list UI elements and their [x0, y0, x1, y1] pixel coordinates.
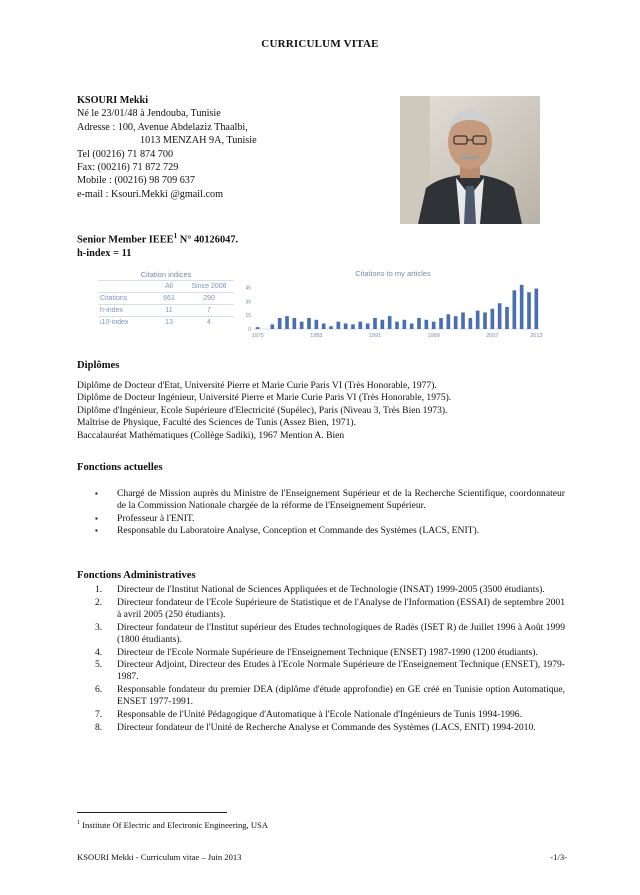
chart-bar-1997: [417, 318, 421, 329]
ieee-membership: [77, 229, 238, 247]
chart-bar-2003: [461, 312, 465, 329]
chart-bar-2002: [454, 316, 458, 329]
person-name: KSOURI Mekki: [77, 95, 149, 106]
ieee-number: N° 40126047.: [177, 234, 239, 246]
row-all: 661: [163, 295, 175, 302]
chart-title: Citations to my articles: [355, 269, 431, 278]
citations-bar-chart: [240, 269, 546, 343]
citation-table-header: [98, 280, 234, 292]
identity-block: [77, 94, 257, 201]
list-item: [95, 622, 565, 646]
chart-bar-1983: [315, 320, 319, 329]
row-all: 11: [165, 307, 173, 314]
fax: Fax: (00216) 71 872 729: [77, 162, 179, 174]
x-tick-label: 1975: [251, 333, 264, 339]
row-all: 13: [165, 319, 173, 326]
item-text: Directeur fondateur de l'Institut supérieur des Etudes technologiques de Radès (ISET R) de Juillet 1996 à Août 1999 (1800 étudiants).: [117, 621, 565, 645]
item-text: Directeur fondateur de l'Ecole Supérieure de Statistique et de l'Analyse de l'Information (ESSAI) de septembre 2001 à avril 2005 (250 étudiants).: [117, 596, 565, 620]
item-number: 6.: [95, 684, 103, 696]
item-number: 8.: [95, 721, 103, 733]
footnote-ref: 1: [173, 232, 178, 240]
item-text: Responsable de l'Unité Pédagogique d'Automatique à l'Ecole Nationale d'Ingénieurs de Tunis 1994-1996.: [117, 709, 522, 721]
list-item: Diplôme d'Ingénieur, Ecole Supérieure d'Electricité (Supélec), Paris (Niveau 3, Très Bien 1973).: [77, 404, 448, 416]
footnote-text: Institute Of Electric and Electronic Engineering, USA: [80, 820, 269, 830]
citation-indices-table: [98, 269, 234, 328]
item-text: Directeur Adjoint, Directeur des Etudes à l'Ecole Normale Supérieure de l'Enseignement Technique (ENSET), 1979-1987.: [117, 659, 565, 683]
chart-bar-1980: [293, 318, 297, 329]
list-item: Baccalauréat Mathématiques (Collège Sadiki), 1967 Mention A. Bien: [77, 429, 345, 441]
item-number: 4.: [95, 646, 103, 658]
chart-bar-2009: [505, 307, 509, 329]
list-item: Diplôme de Docteur d'Etat, Université Pierre et Marie Curie Paris VI (Très Honorable, 1977).: [77, 380, 437, 391]
y-tick-label: 45: [245, 285, 251, 292]
citation-widget: [98, 269, 546, 343]
item-number: 3.: [95, 621, 103, 633]
portrait-photo: [400, 96, 540, 224]
footer-left: KSOURI Mekki - Curriculum vitae – Juin 2013: [77, 852, 242, 862]
current-functions-list: [95, 488, 565, 538]
table-row: [98, 304, 234, 316]
address-line-1: Adresse : 100, Avenue Abdelaziz Thaalbi,: [77, 121, 248, 133]
chart-bar-2008: [498, 303, 502, 329]
chart-bar-1999: [432, 322, 436, 329]
row-label: Citations: [100, 295, 128, 302]
chart-bar-2000: [439, 318, 443, 329]
table-row: [98, 316, 234, 328]
citation-table-title: Citation indices: [140, 270, 192, 279]
chart-bar-2006: [483, 312, 487, 329]
list-item: [95, 647, 565, 659]
ieee-label: Senior Member IEEE: [77, 234, 174, 246]
chart-bar-1979: [285, 316, 289, 329]
chart-bar-1984: [322, 323, 326, 329]
chart-bar-1981: [300, 322, 304, 329]
chart-bar-2005: [476, 311, 480, 329]
item-text: Directeur de l'Institut National de Sciences Appliquées et de Technologie (INSAT) 1999-2005 (3500 étudiants).: [117, 584, 545, 595]
h-index: h-index = 11: [77, 248, 132, 260]
chart-bar-2013: [535, 289, 539, 329]
document-title: CURRICULUM VITAE: [261, 38, 379, 50]
col-all: All: [165, 283, 173, 290]
page-number: -1/3-: [550, 852, 567, 862]
list-item: Maîtrise de Physique, Faculté des Sciences de Tunis (Assez Bien, 1971).: [77, 417, 356, 429]
x-tick-label: 2013: [530, 333, 543, 339]
item-number: 5.: [95, 659, 103, 671]
portrait-illustration: [400, 96, 540, 224]
address-line-2: 1013 MENZAH 9A, Tunisie: [140, 135, 257, 147]
chart-bar-1982: [307, 318, 311, 329]
list-item: ▪ Chargé de Mission auprès du Ministre de l'Enseignement Supérieur et de la Recherche Scientifique, coordonnateur de la Commission Nationale chargée de la réforme de l'Enseignement Supérieur.: [95, 488, 565, 513]
row-label: i10-index: [100, 319, 129, 326]
footnote-divider: [77, 812, 227, 813]
footnote-mark: 1: [77, 820, 80, 827]
list-item: [95, 684, 565, 708]
page-footer: [77, 852, 567, 862]
list-item: [95, 584, 565, 596]
chart-bar-1986: [337, 322, 341, 329]
telephone: Tel (00216) 71 874 700: [77, 148, 174, 160]
diplomas-heading: Diplômes: [77, 360, 120, 371]
chart-bar-1991: [373, 318, 377, 329]
chart-bar-1977: [271, 324, 275, 329]
chart-bar-1992: [381, 320, 385, 329]
x-tick-label: 2007: [486, 333, 499, 339]
y-tick-label: 15: [245, 313, 251, 320]
item-text: Directeur fondateur de l'Unité de Recherche Analyse et Commande des Systèmes (LACS, ENIT) 1994-2010.: [117, 721, 536, 733]
x-tick-label: 1991: [368, 333, 382, 339]
chart-bar-2004: [469, 318, 473, 329]
row-since: 4: [207, 319, 211, 326]
row-since: 290: [203, 295, 215, 302]
chart-bar-1994: [395, 322, 399, 329]
mobile: Mobile : (00216) 98 709 637: [77, 175, 195, 187]
chart-bar-2012: [527, 292, 531, 329]
footnote: [77, 820, 268, 830]
chart-bar-1988: [351, 324, 355, 329]
chart-bar-1995: [403, 320, 407, 329]
membership-block: [77, 229, 238, 261]
item-number: 7.: [95, 709, 103, 721]
chart-bar-1975: [256, 327, 260, 329]
chart-bar-1985: [329, 326, 333, 329]
admin-functions-heading: Fonctions Administratives: [77, 570, 196, 581]
chart-bar-1990: [366, 323, 370, 329]
item-number: 2.: [95, 596, 103, 608]
admin-functions-list: [95, 584, 565, 734]
diplomas-list: [77, 380, 567, 442]
table-row: [98, 292, 234, 304]
email: e-mail : Ksouri.Mekki @gmail.com: [77, 188, 224, 200]
citations-chart: [240, 269, 546, 343]
chart-bar-1998: [425, 320, 429, 329]
chart-bar-1996: [410, 323, 414, 329]
list-item: [95, 597, 565, 621]
birth-info: Né le 23/01/48 à Jendouba, Tunisie: [77, 108, 221, 120]
list-item: Diplôme de Docteur Ingénieur, Université Pierre et Marie Curie Paris VI (Très Honorable, 1975).: [77, 392, 452, 404]
chart-bar-1978: [278, 318, 282, 329]
list-item: ▪ Responsable du Laboratoire Analyse, Conception et Commande des Systèmes (LACS, ENIT).: [95, 525, 565, 537]
y-tick-label: 30: [245, 299, 251, 306]
chart-bar-1993: [388, 316, 392, 329]
list-item: ▪ Professeur à l'ENIT.: [95, 513, 565, 525]
list-item: [95, 709, 565, 721]
item-text: Responsable fondateur du premier DEA (diplôme d'étude approfondie) en GE créé en Tunisie option Automatique, ENSET 1977-1991.: [117, 684, 565, 708]
col-since: Since 2008: [191, 283, 227, 290]
x-tick-label: 1999: [427, 333, 440, 339]
chart-bar-1989: [359, 322, 363, 329]
chart-bar-2007: [491, 309, 495, 329]
current-functions-heading: Fonctions actuelles: [77, 462, 163, 473]
row-label: h-index: [100, 307, 123, 314]
chart-bar-2001: [447, 314, 451, 329]
row-since: 7: [207, 307, 211, 314]
item-text: Directeur de l'Ecole Normale Supérieure de l'Enseignement Technique (ENSET) 1987-1990 (1200 étudiants).: [117, 646, 538, 658]
chart-bar-2011: [520, 285, 524, 329]
y-tick-label: 0: [248, 327, 251, 333]
chart-bar-1987: [344, 323, 348, 329]
chart-bar-2010: [513, 290, 517, 329]
item-number: 1.: [95, 584, 103, 595]
list-item: [95, 659, 565, 683]
list-item: [95, 722, 565, 734]
x-tick-label: 1983: [310, 333, 323, 339]
